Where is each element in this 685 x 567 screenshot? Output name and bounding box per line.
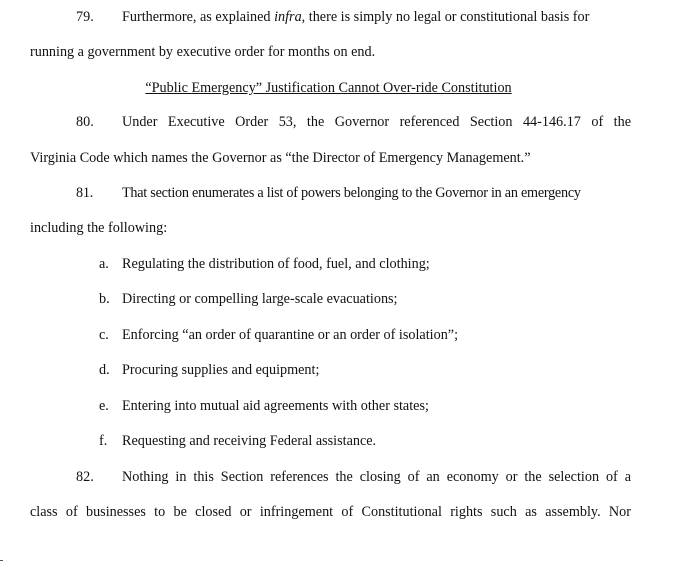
paragraph-80-line-1 (76, 113, 631, 131)
list-item (99, 290, 398, 308)
list-item-text: Requesting and receiving Federal assistance. (122, 433, 377, 449)
list-item-text: Regulating the distribution of food, fuel, and clothing; (122, 256, 430, 272)
list-item-label: f. (99, 433, 108, 449)
section-heading: “Public Emergency” Justification Cannot Over-ride Constitution (145, 80, 512, 96)
paragraph-82-line-2: class of businesses to be closed or infringement of Constitutional rights such as assembly. Nor (30, 504, 631, 520)
list-item-label: a. (99, 256, 109, 272)
paragraph-number: 79. (76, 9, 94, 25)
list-item (99, 361, 319, 379)
paragraph-number: 82. (76, 469, 94, 485)
list-item (99, 326, 458, 344)
list-item-label: b. (99, 291, 110, 307)
paragraph-text: Furthermore, as explained (122, 9, 275, 25)
list-item-label: d. (99, 362, 110, 378)
list-item (99, 255, 430, 273)
paragraph-81-line-1 (76, 184, 581, 202)
list-item-text: Directing or compelling large-scale evacuations; (122, 291, 398, 307)
list-item-label: c. (99, 327, 109, 343)
list-item-label: e. (99, 398, 109, 414)
page-edge-mark (0, 560, 3, 561)
list-item-text: Entering into mutual aid agreements with other states; (122, 398, 429, 414)
paragraph-number: 80. (76, 114, 94, 130)
list-item (99, 397, 429, 415)
paragraph-82-line-1 (76, 468, 631, 486)
paragraph-80-line-2: Virginia Code which names the Governor as “the Director of Emergency Management.” (30, 150, 531, 166)
paragraph-text: Under Executive Order 53, the Governor referenced Section 44-146.17 of the (122, 114, 631, 130)
paragraph-text: Nothing in this Section references the closing of an economy or the selection of a (122, 469, 631, 485)
paragraph-79-line-1 (76, 8, 589, 26)
paragraph-number: 81. (76, 185, 93, 201)
list-item (99, 432, 376, 450)
list-item-text: Enforcing “an order of quarantine or an order of isolation”; (122, 327, 459, 343)
paragraph-79-line-2: running a government by executive order for months on end. (30, 44, 376, 60)
paragraph-81-line-2: including the following: (30, 220, 168, 236)
list-item-text: Procuring supplies and equipment; (122, 362, 320, 378)
paragraph-text: That section enumerates a list of powers belonging to the Governor in an emergency (122, 185, 581, 201)
paragraph-text: , there is simply no legal or constitutional basis for (301, 9, 590, 25)
emphasis-text: infra (274, 9, 302, 25)
